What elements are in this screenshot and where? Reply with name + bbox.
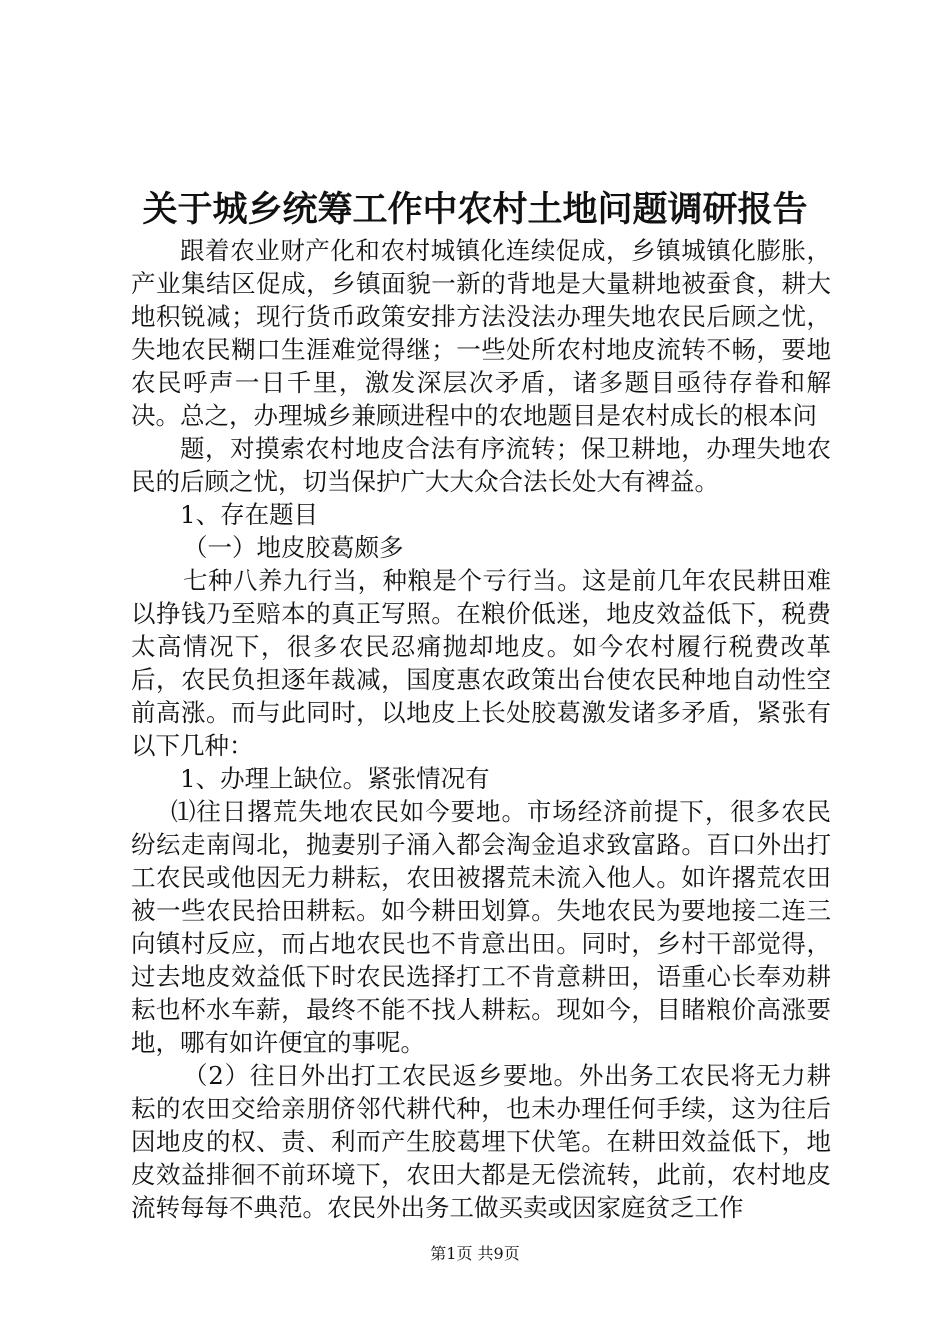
document-body <box>131 234 831 1224</box>
page-footer: 第1页 共9页 <box>430 1244 520 1263</box>
list-heading: 1、办理上缺位。紧张情况有 <box>180 764 490 793</box>
paragraph: ⑴往日撂荒失地农民如今要地。市场经济前提下，很多农民纷纭走南闯北，抛妻别子涌入都会淘金追求致富路。百口外出打工农民或他因无力耕耘，农田被撂荒未流入他人。如许撂荒农田被一些农民拾田耕耘。如今耕田划算。失地农民为要地接二连三向镇村反应，而占地农民也不肯意出田。同时，乡村干部觉得，过去地皮效益低下时农民选择打工不肯意耕田，语重心长奉劝耕耘也杯水车薪，最终不能不找人耕耘。现如今，目睹粮价高涨要地，哪有如许便宜的事呢。 <box>131 797 831 1057</box>
section-heading: 1、存在题目 <box>180 500 319 529</box>
paragraph: 跟着农业财产化和农村城镇化连续促成，乡镇城镇化膨胀，产业集结区促成，乡镇面貌一新的背地是大量耕地被蚕食，耕大地积锐减；现行货币政策安排方法没法办理失地农民后顾之忧，失地农民糊口生涯难觉得继；一些处所农村地皮流转不畅，要地农民呼声一日千里，激发深层次矛盾，诸多题目亟待存眷和解决。总之，办理城乡兼顾进程中的农地题目是农村成长的根本问 <box>131 236 831 430</box>
paragraph: 七种八养九行当，种粮是个亏行当。这是前几年农民耕田难以挣钱乃至赔本的真正写照。在粮价低迷，地皮效益低下，税费太高情况下，很多农民忍痛抛却地皮。如今农村履行税费改革后，农民负担逐年裁减，国度惠农政策出台使农民种地自动性空前高涨。而与此同时，以地皮上长处胶葛激发诸多矛盾，紧张有以下几种： <box>131 566 831 760</box>
paragraph: 题，对摸索农村地皮合法有序流转；保卫耕地，办理失地农民的后顾之忧，切当保护广大大众合法长处大有裨益。 <box>131 434 831 496</box>
document-title: 关于城乡统筹工作中农村土地问题调研报告 <box>142 189 808 230</box>
paragraph: （2）往日外出打工农民返乡要地。外出务工农民将无力耕耘的农田交给亲朋侪邻代耕代种，也未办理任何手续，这为往后因地皮的权、责、利而产生胶葛埋下伏笔。在耕田效益低下，地皮效益排徊不前环境下，农田大都是无偿流转，此前，农村地皮流转每每不典范。农民外出务工做买卖或因家庭贫乏工作 <box>131 1061 831 1222</box>
subsection-heading: （一）地皮胶葛颇多 <box>183 533 404 562</box>
